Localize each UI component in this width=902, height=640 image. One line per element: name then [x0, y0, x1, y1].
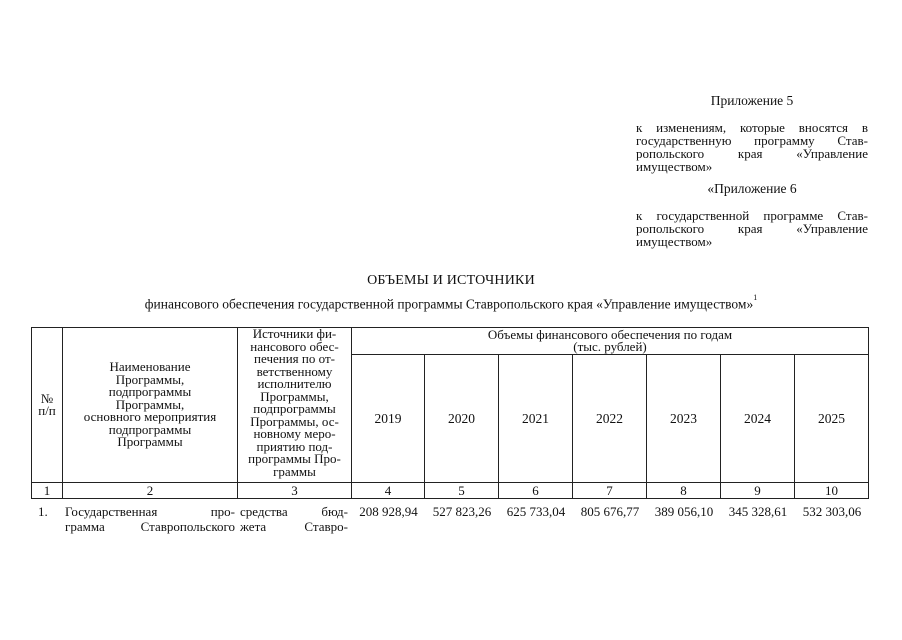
row-source-word: бюд- [321, 504, 348, 519]
header-source-line: граммы [273, 463, 316, 479]
document-subtitle-text: финансового обеспечения государственной программы Ставропольского края «Управление имуществом» [144, 296, 754, 312]
appendix-5-line: ропольского края «Управление [636, 146, 868, 161]
column-number: 9 [721, 483, 795, 499]
row-name-word: Государственная [65, 504, 158, 519]
appendix-6-line: к государственной программе Став- [636, 208, 868, 223]
appendix-5-text [636, 121, 868, 173]
column-number: 7 [573, 483, 647, 499]
appendix-5-line: к изменениям, которые вносятся в [636, 120, 868, 135]
row-source-line [240, 519, 348, 534]
row-name-line [65, 519, 235, 534]
header-name-line: основного мероприятия [83, 409, 217, 425]
row-value-2021: 625 733,04 [506, 504, 566, 519]
header-name-line: Наименование [109, 359, 191, 375]
document-title: ОБЪЕМЫ И ИСТОЧНИКИ [367, 273, 535, 288]
header-name-line: Программы [117, 434, 183, 450]
header-source-line: программы Про- [248, 451, 341, 466]
header-volumes-line: (тыс. рублей) [573, 339, 647, 354]
appendix-6-label: «Приложение 6 [707, 181, 797, 196]
header-name-line: Программы, [115, 396, 185, 412]
appendix-6-text [636, 209, 868, 248]
column-number: 1 [32, 483, 63, 499]
header-source-line: ветственному [256, 363, 333, 379]
row-value-2022: 805 676,77 [580, 504, 640, 519]
header-source-line: новному меро- [253, 426, 336, 441]
header-year: 2020 [425, 355, 499, 483]
header-year: 2022 [573, 355, 647, 483]
row-source-line [240, 504, 348, 519]
header-source [238, 328, 352, 483]
row-number: 1. [38, 504, 48, 519]
appendix-5-line: имуществом» [636, 159, 713, 174]
column-number: 4 [352, 483, 425, 499]
appendix-5-line: государственную программу Став- [636, 133, 868, 148]
row-value-2023: 389 056,10 [654, 504, 714, 519]
header-source-line: Программы, [260, 388, 329, 404]
column-number: 10 [795, 483, 869, 499]
header-year: 2024 [721, 355, 795, 483]
header-year: 2023 [647, 355, 721, 483]
financing-table [31, 327, 869, 499]
header-source-line: печения по от- [254, 351, 335, 366]
row-value-2019: 208 928,94 [359, 504, 418, 519]
appendix-6-line: имуществом» [636, 234, 713, 249]
header-year: 2021 [499, 355, 573, 483]
column-number: 2 [63, 483, 238, 499]
document-subtitle [0, 293, 902, 313]
header-source-line: приятию под- [256, 438, 333, 454]
row-source-word: средства [240, 504, 288, 519]
header-num-line: п/п [38, 403, 56, 418]
header-volumes-line: Объемы финансового обеспечения по годам [487, 326, 733, 342]
appendix-5-label: Приложение 5 [710, 93, 794, 108]
row-source-word: жета [240, 519, 267, 534]
row-name-word: грамма [65, 519, 105, 534]
row-name-word: про- [210, 504, 235, 519]
header-name-line: подпрограммы [108, 421, 192, 437]
column-number: 5 [425, 483, 499, 499]
header-source-line: нансового обес- [250, 338, 339, 354]
row-name-line [65, 504, 235, 519]
column-number: 8 [647, 483, 721, 499]
row-source [240, 504, 348, 534]
row-source-word: Ставро- [304, 519, 348, 534]
appendix-6-line: ропольского края «Управление [636, 221, 868, 236]
header-name [63, 328, 238, 483]
header-name-line: подпрограммы [108, 384, 192, 400]
header-num-line: № [40, 390, 54, 406]
header-year: 2025 [795, 355, 869, 483]
footnote-mark: 1 [753, 293, 758, 302]
row-value-2025: 532 303,06 [802, 504, 862, 519]
row-value-2024: 345 328,61 [728, 504, 788, 519]
header-name-line: Программы, [115, 371, 185, 387]
row-value-2020: 527 823,26 [432, 504, 492, 519]
header-source-line: подпрограммы [253, 401, 336, 416]
header-volumes [352, 328, 869, 355]
header-num [32, 328, 63, 483]
header-source-line: Источники фи- [252, 326, 337, 341]
header-year: 2019 [352, 355, 425, 483]
column-number: 6 [499, 483, 573, 499]
column-number: 3 [238, 483, 352, 499]
row-name [65, 504, 235, 534]
row-name-word: Ставропольского [140, 519, 235, 534]
header-source-line: исполнителю [257, 376, 332, 391]
header-source-line: Программы, ос- [250, 413, 339, 429]
